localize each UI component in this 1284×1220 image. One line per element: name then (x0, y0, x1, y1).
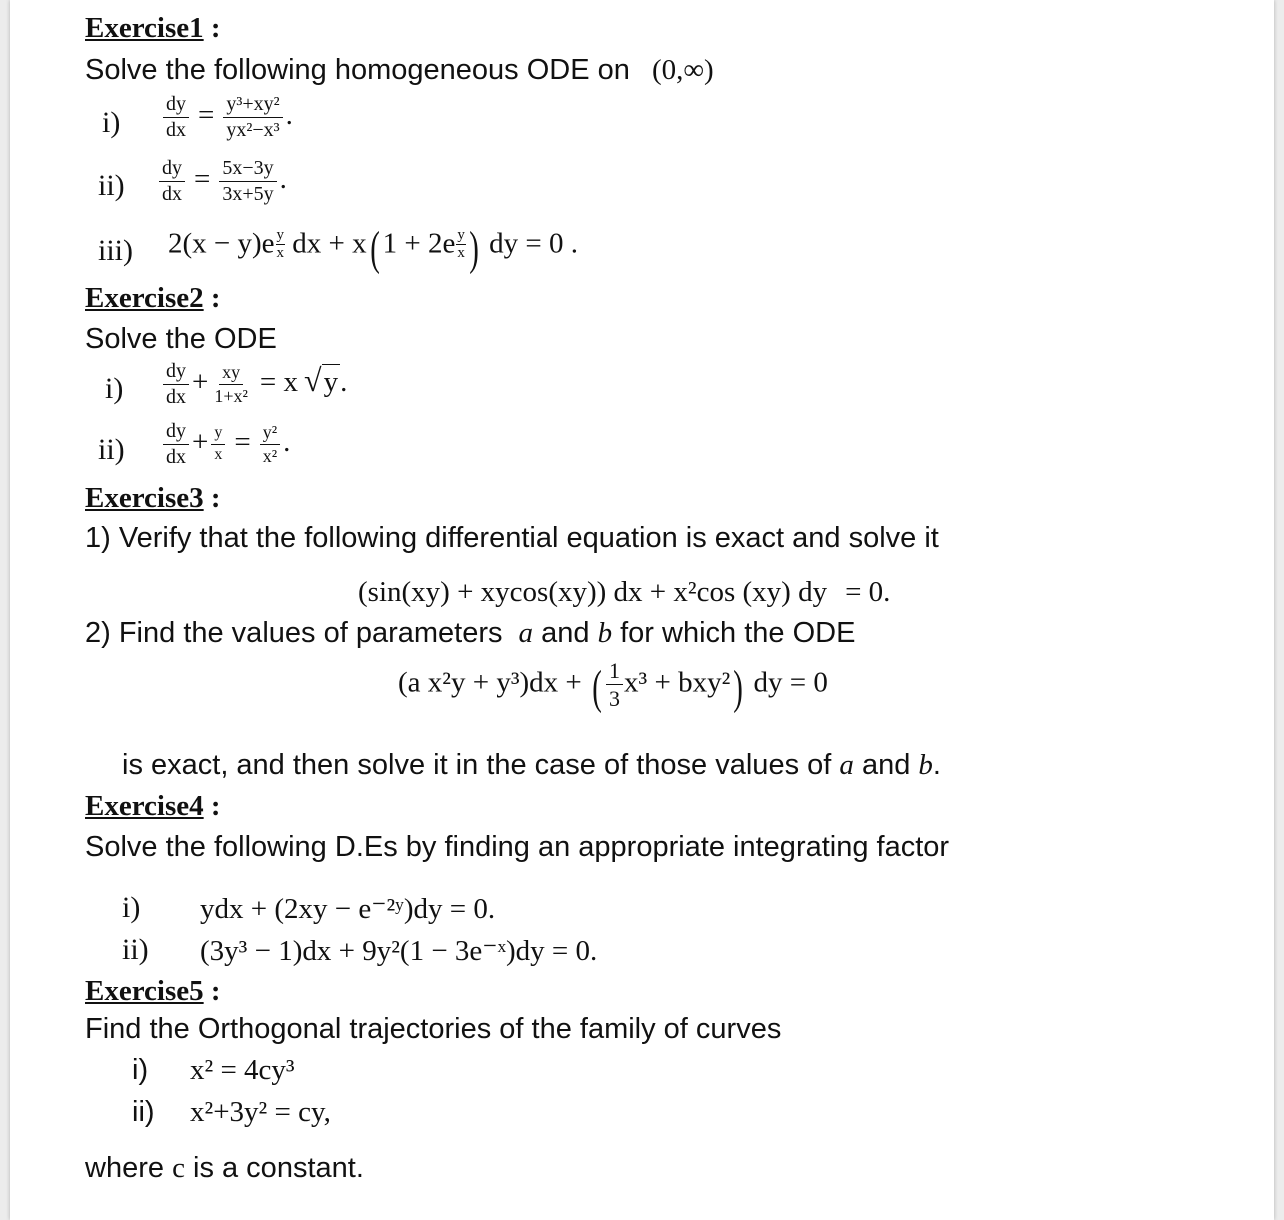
ex5-item1-label: i) (132, 1054, 149, 1086)
exercise2-heading: Exercise2 : (85, 282, 221, 314)
exercise3-equation2: (a x²y + y³)dx + ( $\frac{1}{3}$ x³ + bxy²) dy = 0 (398, 658, 828, 714)
ex1-item1-label: i) (102, 106, 121, 139)
ex5-item1-equation: x² = 4cy³ (190, 1054, 295, 1086)
exercise3-title: Exercise3 (85, 482, 204, 514)
exercise4-title: Exercise4 (85, 790, 204, 822)
ex1-item3-label: iii) (98, 234, 133, 267)
ex4-item2-label: ii) (122, 933, 149, 966)
ex2-item2-equation: $\frac{dy}{dx}$ + $\frac{y}{x}$ = $\frac{\text{y²}}{\text{x²}}$ . (160, 421, 290, 468)
ex1-item1-equation: $\frac{dy}{dx}$ = $\frac{\text{y³+xy²}}{\text{yx²−x³}}$ . (160, 94, 293, 141)
exercise2-title: Exercise2 (85, 282, 204, 314)
exercise3-part1: 1) Verify that the following differential equation is exact and solve it (85, 522, 939, 554)
exercise4-heading: Exercise4 : (85, 790, 221, 822)
exercise5-prompt: Find the Orthogonal trajectories of the family of curves (85, 1013, 782, 1045)
exercise5-title: Exercise5 (85, 975, 204, 1007)
document-page (10, 0, 1274, 1220)
ex1-item2-equation: $\frac{dy}{dx}$ = $\frac{5x-3y}{3x+5y}$ . (156, 158, 287, 205)
ex2-item2-label: ii) (98, 433, 125, 466)
exercise3-closing: is exact, and then solve it in the case of those values of a and b. (122, 749, 941, 781)
exercise5-closing: where c is a constant. (85, 1152, 364, 1184)
ex4-item1-label: i) (122, 891, 141, 924)
exercise3-heading: Exercise3 : (85, 482, 221, 514)
ex1-item3-equation: 2(x − y)e $\frac{y}{x}$ dx + x( 1 + 2e $\frac{y}{x}$ ) dy = 0 . (168, 222, 578, 275)
interval: (0,∞) (651, 54, 714, 86)
ex5-item2-equation: x²+3y² = cy, (190, 1096, 331, 1128)
exercise1-title: Exercise1 (85, 12, 204, 44)
ex4-item2-equation: (3y³ − 1)dx + 9y²(1 − 3e⁻ˣ)dy = 0. (200, 935, 598, 967)
ex2-item1-equation: $\frac{dy}{dx}$ + $\frac{xy}{\text{1+x²}}$ = x √y. (160, 361, 347, 408)
exercise3-equation1: (sin(xy) + xycos(xy)) dx + x²cos (xy) dy = 0. (358, 576, 891, 608)
exercise1-heading: Exercise1 : (85, 12, 221, 44)
exercise3-part2: 2) Find the values of parameters a and b for which the ODE (85, 617, 856, 649)
ex2-item1-label: i) (105, 372, 124, 405)
ex1-item2-label: ii) (98, 169, 125, 202)
ex4-item1-equation: ydx + (2xy − e⁻²ʸ)dy = 0. (200, 893, 496, 925)
exercise5-heading: Exercise5 : (85, 975, 221, 1007)
exercise1-prompt: Solve the following homogeneous ODE on (0,∞) (85, 54, 714, 86)
ex5-item2-label: ii) (132, 1096, 155, 1128)
exercise4-prompt: Solve the following D.Es by finding an appropriate integrating factor (85, 831, 950, 863)
exercise2-prompt: Solve the ODE (85, 323, 277, 355)
